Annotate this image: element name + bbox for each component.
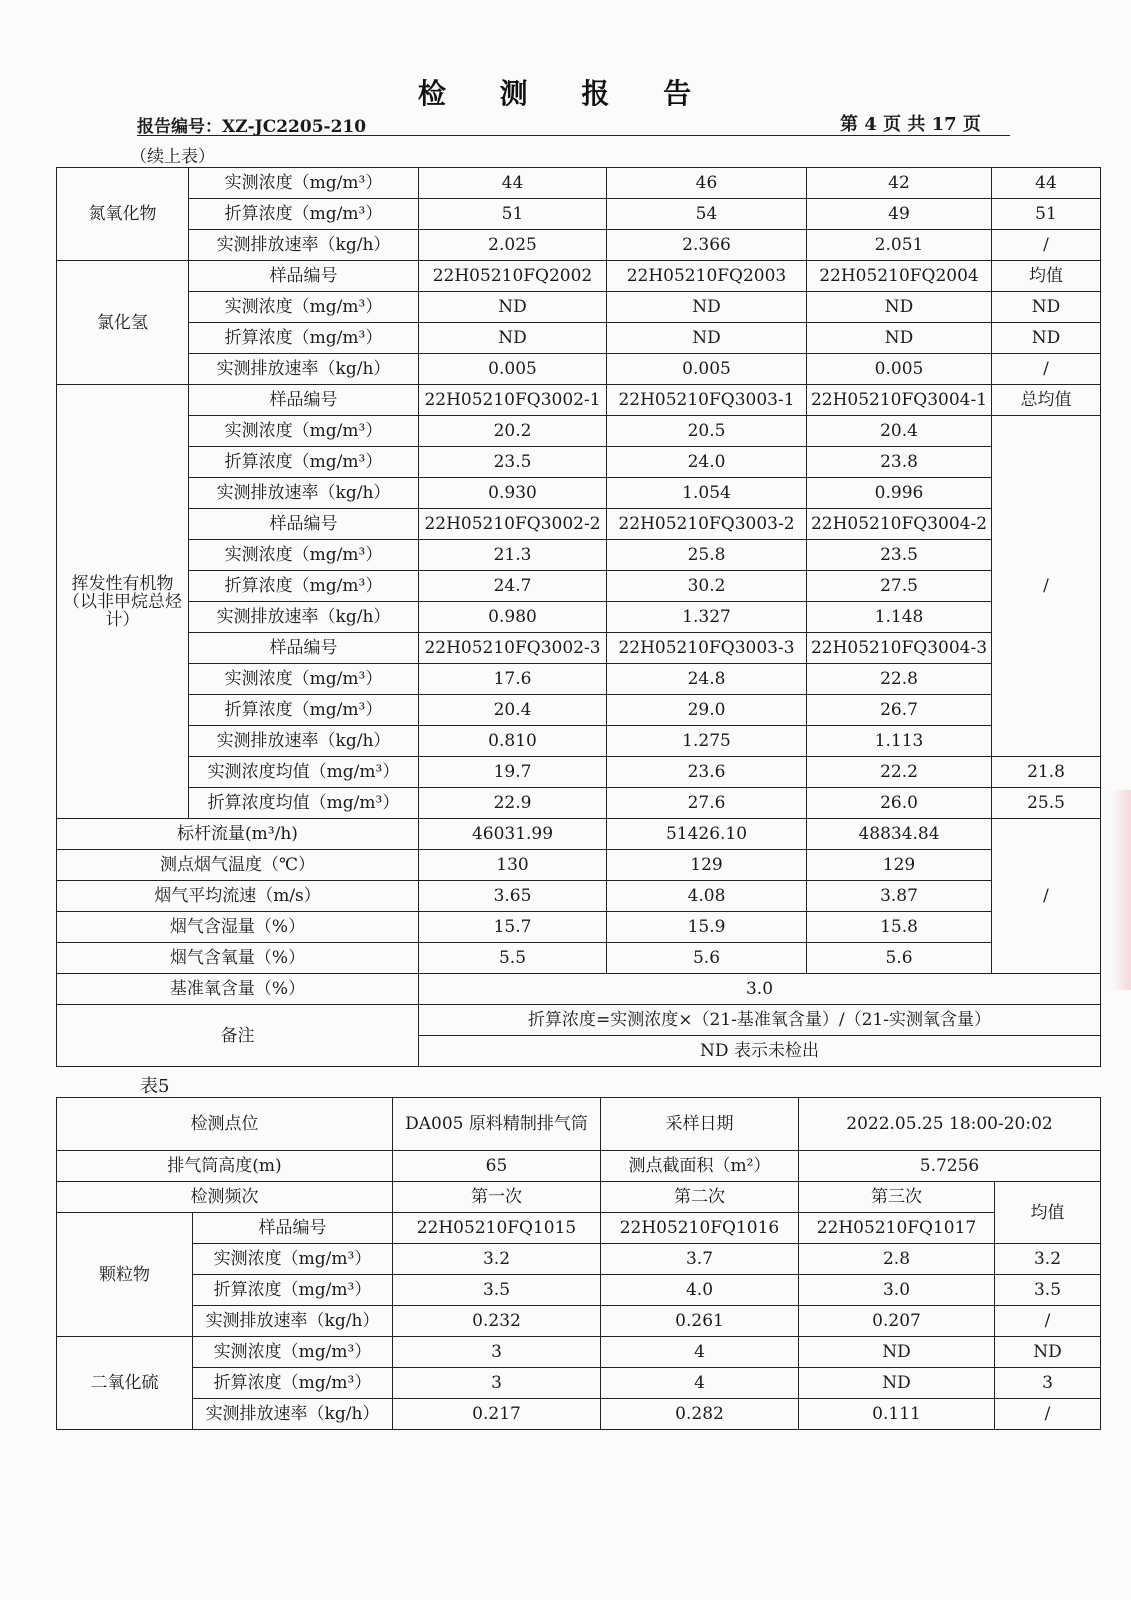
table-cell: 25.8 [607, 540, 807, 571]
table-cell: 2.025 [419, 230, 607, 261]
paper-stain [1111, 790, 1131, 990]
table-cell: 0.111 [799, 1399, 995, 1430]
row-label: 实测浓度（mg/m³） [189, 540, 419, 571]
table-cell: 0.232 [393, 1306, 601, 1337]
table-cell: 0.005 [807, 354, 992, 385]
table-cell: 0.005 [607, 354, 807, 385]
table-row [57, 261, 1101, 292]
table-cell: 48834.84 [807, 819, 992, 850]
table-cell: 21.8 [992, 757, 1101, 788]
row-label: 样品编号 [189, 509, 419, 540]
table-cell: 49 [807, 199, 992, 230]
table-cell: ND [807, 323, 992, 354]
table-cell: 24.7 [419, 571, 607, 602]
table-cell: 22H05210FQ2002 [419, 261, 607, 292]
table-cell: 0.207 [799, 1306, 995, 1337]
report-title: 检 测 报 告 [417, 77, 714, 110]
table5-area-label: 测点截面积（m²） [601, 1151, 799, 1182]
table-cell: 0.261 [601, 1306, 799, 1337]
table-cell: 27.6 [607, 788, 807, 819]
table-row [57, 509, 1101, 540]
table-cell: ND [419, 323, 607, 354]
table-row [57, 1368, 1101, 1399]
table-cell: 42 [807, 168, 992, 199]
table-cell: 46 [607, 168, 807, 199]
row-label: 折算浓度（mg/m³） [193, 1368, 393, 1399]
table-cell: ND [995, 1337, 1101, 1368]
table-cell: 46031.99 [419, 819, 607, 850]
table-cell: 22H05210FQ3002-3 [419, 633, 607, 664]
table-cell: 0.996 [807, 478, 992, 509]
table-cell: 25.5 [992, 788, 1101, 819]
table-row [57, 881, 1101, 912]
table-cell: 22H05210FQ2004 [807, 261, 992, 292]
row-label: 折算浓度（mg/m³） [189, 447, 419, 478]
table-cell: 51426.10 [607, 819, 807, 850]
group-label: 氮氧化物 [57, 168, 189, 261]
table-cell: 22H05210FQ3003-2 [607, 509, 807, 540]
table-row [57, 199, 1101, 230]
table-cell: 22H05210FQ3003-1 [607, 385, 807, 416]
table-cell: 0.980 [419, 602, 607, 633]
table-cell: ND [607, 292, 807, 323]
table-row [57, 1275, 1101, 1306]
table-row [57, 788, 1101, 819]
table-cell: ND [992, 292, 1101, 323]
row-label: 样品编号 [193, 1213, 393, 1244]
row-label: 基准氧含量（%） [57, 974, 419, 1005]
table-cell: 均值 [992, 261, 1101, 292]
table-cell: / [992, 230, 1101, 261]
table-cell: 2.8 [799, 1244, 995, 1275]
table-cell: 24.8 [607, 664, 807, 695]
group-label: 二氧化硫 [57, 1337, 193, 1430]
table-cell: 22H05210FQ1015 [393, 1213, 601, 1244]
table-cell: 2.051 [807, 230, 992, 261]
row-label: 样品编号 [189, 261, 419, 292]
table-cell: 3.65 [419, 881, 607, 912]
table-cell: 130 [419, 850, 607, 881]
table-cell: 22H05210FQ3004-1 [807, 385, 992, 416]
table-cell: 4.0 [601, 1275, 799, 1306]
table-cell: 总均值 [992, 385, 1101, 416]
table-cell: 30.2 [607, 571, 807, 602]
page-indicator: 第 4 页 共 17 页 [840, 114, 981, 135]
group-label: 氯化氢 [57, 261, 189, 385]
report-number: 报告编号：XZ-JC2205-210 [137, 117, 367, 137]
group-label: 颗粒物 [57, 1213, 193, 1337]
table-cell: 22H05210FQ3002-1 [419, 385, 607, 416]
table-cell: 44 [419, 168, 607, 199]
row-label: 烟气含湿量（%） [57, 912, 419, 943]
table-cell: 129 [607, 850, 807, 881]
table-cell: 4.08 [607, 881, 807, 912]
table-cell: 29.0 [607, 695, 807, 726]
table5-freq-1: 第一次 [393, 1182, 601, 1213]
table-cell: 22.8 [807, 664, 992, 695]
table-cell: 3.7 [601, 1244, 799, 1275]
row-label: 实测浓度（mg/m³） [189, 292, 419, 323]
row-label: 折算浓度（mg/m³） [193, 1275, 393, 1306]
table-cell: 3 [995, 1368, 1101, 1399]
table-cell: 23.6 [607, 757, 807, 788]
row-label: 折算浓度（mg/m³） [189, 199, 419, 230]
table-cell: 20.4 [807, 416, 992, 447]
row-label: 实测排放速率（kg/h） [189, 726, 419, 757]
table-row [57, 664, 1101, 695]
table-cell: / [995, 1306, 1101, 1337]
row-label: 实测排放速率（kg/h） [189, 230, 419, 261]
table-cell: 23.8 [807, 447, 992, 478]
table-row [57, 447, 1101, 478]
table-cell: 3 [393, 1337, 601, 1368]
continued-label: （续上表） [130, 147, 215, 167]
table-cell: 5.6 [807, 943, 992, 974]
table-5-label: 表5 [140, 1076, 170, 1097]
table-cell: 22.9 [419, 788, 607, 819]
table-row [57, 1151, 1101, 1182]
row-label: 测点烟气温度（℃） [57, 850, 419, 881]
table-cell: ND [992, 323, 1101, 354]
table-row [57, 230, 1101, 261]
table-cell: 0.810 [419, 726, 607, 757]
row-label: 实测排放速率（kg/h） [193, 1399, 393, 1430]
table-cell: 129 [807, 850, 992, 881]
table5-freq-3: 第三次 [799, 1182, 995, 1213]
table-cell: 27.5 [807, 571, 992, 602]
table-cell: 26.7 [807, 695, 992, 726]
table-cell: 5.5 [419, 943, 607, 974]
table-cell: 15.7 [419, 912, 607, 943]
table-cell: 0.005 [419, 354, 607, 385]
table-cell: 20.5 [607, 416, 807, 447]
table-row [57, 1399, 1101, 1430]
table-row [57, 726, 1101, 757]
table-cell: 3.0 [419, 974, 1101, 1005]
table-cell: 22H05210FQ3004-2 [807, 509, 992, 540]
row-label: 样品编号 [189, 385, 419, 416]
table-cell: 20.2 [419, 416, 607, 447]
table-cell: ND [799, 1368, 995, 1399]
merged-average: / [992, 819, 1101, 974]
table5-point-value: DA005 原料精制排气筒 [393, 1098, 601, 1151]
table-cell: 3.2 [393, 1244, 601, 1275]
row-label: 实测浓度（mg/m³） [189, 664, 419, 695]
table-cell: 3.0 [799, 1275, 995, 1306]
table-cell: 51 [992, 199, 1101, 230]
table5-height-label: 排气筒高度(m) [57, 1151, 393, 1182]
row-label: 烟气含氧量（%） [57, 943, 419, 974]
table-cell: 3 [393, 1368, 601, 1399]
table-row [57, 1005, 1101, 1036]
table-cell: 22H05210FQ3004-3 [807, 633, 992, 664]
table-cell: 22H05210FQ1016 [601, 1213, 799, 1244]
table5-date-value: 2022.05.25 18:00-20:02 [799, 1098, 1101, 1151]
table-cell: 24.0 [607, 447, 807, 478]
table-cell: / [992, 354, 1101, 385]
table-row [57, 571, 1101, 602]
table-cell: 20.4 [419, 695, 607, 726]
table-cell: ND [799, 1337, 995, 1368]
table-cell: 5.6 [607, 943, 807, 974]
table-cell: 15.8 [807, 912, 992, 943]
table-cell: 0.217 [393, 1399, 601, 1430]
table-row [57, 819, 1101, 850]
row-label: 实测浓度（mg/m³） [193, 1244, 393, 1275]
table5-date-label: 采样日期 [601, 1098, 799, 1151]
table-cell: 1.148 [807, 602, 992, 633]
table-cell: 3.5 [393, 1275, 601, 1306]
row-label: 实测排放速率（kg/h） [189, 602, 419, 633]
row-label: 实测浓度（mg/m³） [189, 168, 419, 199]
table-cell: 0.282 [601, 1399, 799, 1430]
table-row [57, 912, 1101, 943]
table-row [57, 292, 1101, 323]
table-row [57, 757, 1101, 788]
table-cell: 4 [601, 1337, 799, 1368]
table-cell: 51 [419, 199, 607, 230]
table-row [57, 850, 1101, 881]
table5-avg-label: 均值 [995, 1182, 1101, 1244]
table-row [57, 385, 1101, 416]
row-label: 实测排放速率（kg/h） [189, 478, 419, 509]
table-row [57, 168, 1101, 199]
table-cell: 22H05210FQ2003 [607, 261, 807, 292]
table-row [57, 943, 1101, 974]
table-row [57, 1306, 1101, 1337]
row-label: 实测浓度均值（mg/m³） [189, 757, 419, 788]
table5-height-value: 65 [393, 1151, 601, 1182]
table-row [57, 1337, 1101, 1368]
row-label: 实测排放速率（kg/h） [193, 1306, 393, 1337]
table5-area-value: 5.7256 [799, 1151, 1101, 1182]
table-cell: 1.113 [807, 726, 992, 757]
table-4-continued [56, 167, 1101, 1067]
table-cell: ND [607, 323, 807, 354]
header-rule [137, 135, 1010, 136]
table-cell: 22H05210FQ1017 [799, 1213, 995, 1244]
table-row [57, 1098, 1101, 1151]
table-cell: 23.5 [419, 447, 607, 478]
row-label: 标杆流量(m³/h) [57, 819, 419, 850]
table-cell: 3.2 [995, 1244, 1101, 1275]
table-cell: ND [807, 292, 992, 323]
row-label: 折算浓度（mg/m³） [189, 695, 419, 726]
table-cell: 22H05210FQ3002-2 [419, 509, 607, 540]
table-cell: 3.5 [995, 1275, 1101, 1306]
table-row [57, 633, 1101, 664]
table-row [57, 695, 1101, 726]
table-cell: 1.275 [607, 726, 807, 757]
table-cell: 17.6 [419, 664, 607, 695]
table5-freq-2: 第二次 [601, 1182, 799, 1213]
row-label: 实测排放速率（kg/h） [189, 354, 419, 385]
table-cell: 22H05210FQ3003-3 [607, 633, 807, 664]
table-row [57, 540, 1101, 571]
table-cell: 54 [607, 199, 807, 230]
table5-point-label: 检测点位 [57, 1098, 393, 1151]
group-label: 挥发性有机物（以非甲烷总烃计） [57, 385, 189, 819]
table5-freq-label: 检测频次 [57, 1182, 393, 1213]
table-row [57, 1244, 1101, 1275]
table-cell: 4 [601, 1368, 799, 1399]
table-cell: 44 [992, 168, 1101, 199]
table-row [57, 323, 1101, 354]
table-cell: 1.327 [607, 602, 807, 633]
row-label: 折算浓度均值（mg/m³） [189, 788, 419, 819]
row-label: 样品编号 [189, 633, 419, 664]
row-label: 烟气平均流速（m/s） [57, 881, 419, 912]
table-cell: ND [419, 292, 607, 323]
remarks-formula: 折算浓度=实测浓度×（21-基准氧含量）/（21-实测氧含量） [419, 1005, 1101, 1036]
table-cell: 2.366 [607, 230, 807, 261]
table-cell: / [995, 1399, 1101, 1430]
table-cell: 22.2 [807, 757, 992, 788]
table-cell: 15.9 [607, 912, 807, 943]
table-row [57, 1182, 1101, 1213]
table-cell: 19.7 [419, 757, 607, 788]
table-cell: 3.87 [807, 881, 992, 912]
table-row [57, 354, 1101, 385]
table-row [57, 478, 1101, 509]
merged-average: / [992, 416, 1101, 757]
table-row [57, 974, 1101, 1005]
table-cell: 26.0 [807, 788, 992, 819]
table-cell: 21.3 [419, 540, 607, 571]
table-row [57, 602, 1101, 633]
table-row [57, 1213, 1101, 1244]
row-label: 实测浓度（mg/m³） [189, 416, 419, 447]
row-label: 实测浓度（mg/m³） [193, 1337, 393, 1368]
remarks-nd: ND 表示未检出 [419, 1036, 1101, 1067]
table-cell: 0.930 [419, 478, 607, 509]
row-label: 折算浓度（mg/m³） [189, 323, 419, 354]
table-cell: 1.054 [607, 478, 807, 509]
remarks-label: 备注 [57, 1005, 419, 1067]
table-5 [56, 1097, 1101, 1430]
table-row [57, 416, 1101, 447]
row-label: 折算浓度（mg/m³） [189, 571, 419, 602]
table-cell: 23.5 [807, 540, 992, 571]
